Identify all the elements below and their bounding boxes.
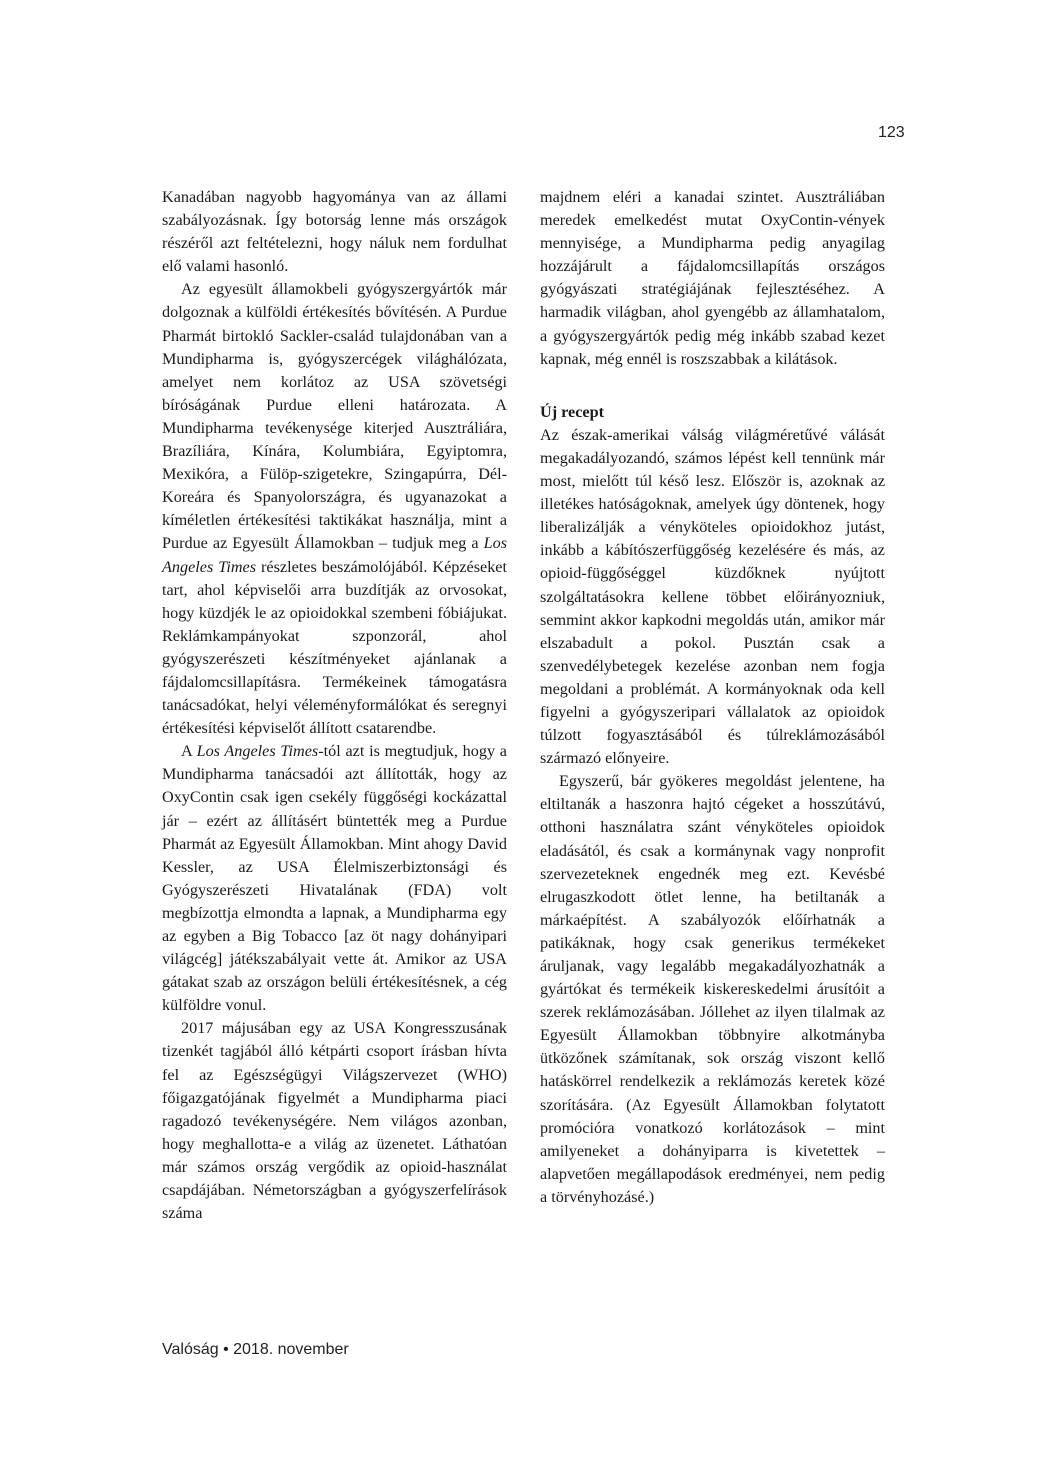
- paragraph: majdnem eléri a kanadai szintet. Ausztráliában meredek emelkedést mutat OxyContin-vények mennyisége, a Mundipharma pedig anyagilag hozzájárult a fájdalomcsillapítás országos gyógyászati stratégiájának fejlesztéséhez. A harmadik világban, ahol gyengébb az államhatalom, a gyógyszergyártók pedig még inkább szabad kezet kapnak, még ennél is roszszabbak a kilátások.: [540, 188, 885, 368]
- text-run: A: [181, 742, 197, 761]
- paragraph: 2017 májusában egy az USA Kongresszusának tizenkét tagjából álló kétpárti csoport írásban hívta fel az Egészségügyi Világszervezet (WHO) főigazgatójának figyelmét a Mundipharma piaci ragadozó tevékenységére. Nem világos azonban, hogy meghallotta-e a világ az üzenetet. Láthatóan már számos ország vergődik az opioid-használat csapdájában. Németországban a gyógyszerfelírások száma: [162, 1019, 507, 1223]
- paragraph: [162, 278, 507, 740]
- paragraph: Az észak-amerikai válság világméretűvé válását megakadályozandó, számos lépést kell tennünk már most, mielőtt túl késő lesz. Először is, azoknak az illetékes hatóságoknak, amelyek úgy döntenek, hogy liberalizálják a vényköteles opioidokhoz jutást, inkább a kábítószerfüggőség kezelésére és más, az opioid-függőséggel küzdőknek nyújtott szolgáltatásokra kellene többet előirányozniuk, semmint akkor kapkodni megoldás után, amikor már elszabadult a pokol. Pusztán csak a szenvedélybetegek kezelése azonban nem fogja megoldani a problémát. A kormányoknak oda kell figyelni a gyógyszeripari vállalatok az opioidok túlzott fogyasztásából és túlreklámozásából származó előnyeire.: [540, 425, 885, 768]
- text-run: részletes beszámolójából. Képzéseket tart, ahol képviselői arra buzdítják az orvosokat, hogy küzdjék le az opioidokkal szembeni fóbiájukat. Reklámkampányokat szponzorál, ahol gyógyszerészeti készítményeket ajánlanak a fájdalomcsillapításra. Termékeinek támogatásra tanácsadókat, helyi véleményformálókat és seregnyi értékesítési képviselőt állított csatarendbe.: [162, 557, 507, 738]
- section-heading: Új recept: [540, 402, 604, 421]
- left-column: [162, 186, 507, 1225]
- publication-title: Los Angeles Times: [162, 534, 507, 576]
- text-run: Az egyesült államokbeli gyógyszergyártók már dolgoznak a külföldi értékesítés bővítésén. A Purdue Pharmát birtokló Sackler-család tulajdonában van a Mundipharma is, gyógyszercégek világhálózata, amelyet nem korlátoz az USA szövetségi bíróságának Purdue elleni határozata. A Mundipharma tevékenysége kiterjed Ausztráliára, Brazíliára, Kínára, Kolumbiára, Egyiptomra, Mexikóra, a Fülöp-szigetekre, Szingapúrra, Dél-Koreára és Spanyolországra, és ugyanazokat a kíméletlen értékesítési taktikákat használja, mint a Purdue az Egyesült Államokban – tudjuk meg a: [162, 280, 507, 553]
- page-footer: Valóság • 2018. november: [162, 1341, 349, 1358]
- paragraph: [162, 740, 507, 1017]
- right-column: [540, 186, 885, 1209]
- paragraph: Egyszerű, bár gyökeres megoldást jelentene, ha eltiltanák a haszonra hajtó cégeket a hosszútávú, otthoni használatra szánt vényköteles opioidok eladásától, és csak a kormánynak vagy nonprofit szervezeteknek engednék meg ezt. Kevésbé elrugaszkodott ötlet lenne, ha betiltanák a márkaépítést. A szabályozók előírhatnák a patikáknak, hogy csak generikus termékeket áruljanak, vagy legalább megakadályozhatnák a gyártókat és termékeik kiskereskedelmi árusítóit a szerek reklámozásában. Jóllehet az ilyen tilalmak az Egyesült Államokban többnyire alkotmányba ütközőnek számítanak, sok ország viszont kellő hatáskörrel rendelkezik a reklámozás keretek közé szorítására. (Az Egyesült Államokban folytatott promócióra vonatkozó korlátozások – mint amilyeneket a dohányiparra is kivetettek – alapvetően megállapodások eredményei, nem pedig a törvényhozásé.): [540, 772, 885, 1206]
- page-number: 123: [878, 124, 905, 141]
- publication-title: Los Angeles Times: [196, 742, 319, 761]
- text-run: -tól azt is megtudjuk, hogy a Mundipharma tanácsadói azt állították, hogy az OxyContin csak igen csekély függőségi kockázattal jár – ezért az állításért büntették meg a Purdue Pharmát az Egyesült Államokban. Mint ahogy David Kessler, az USA Élelmiszerbiztonsági és Gyógyszerészeti Hivatalának (FDA) volt megbízottja elmondta a lapnak, a Mundipharma egy az egyben a Big Tobacco [az öt nagy dohányipari világcég] játékszabályait vette át. Amikor az USA gátakat szab az országon belüli értékesítésnek, a cég külföldre vonul.: [162, 742, 507, 1015]
- paragraph: Kanadában nagyobb hagyománya van az állami szabályozásnak. Így botorság lenne más országok részéről azt feltételezni, hogy náluk nem fordulhat elő valami hasonló.: [162, 188, 507, 276]
